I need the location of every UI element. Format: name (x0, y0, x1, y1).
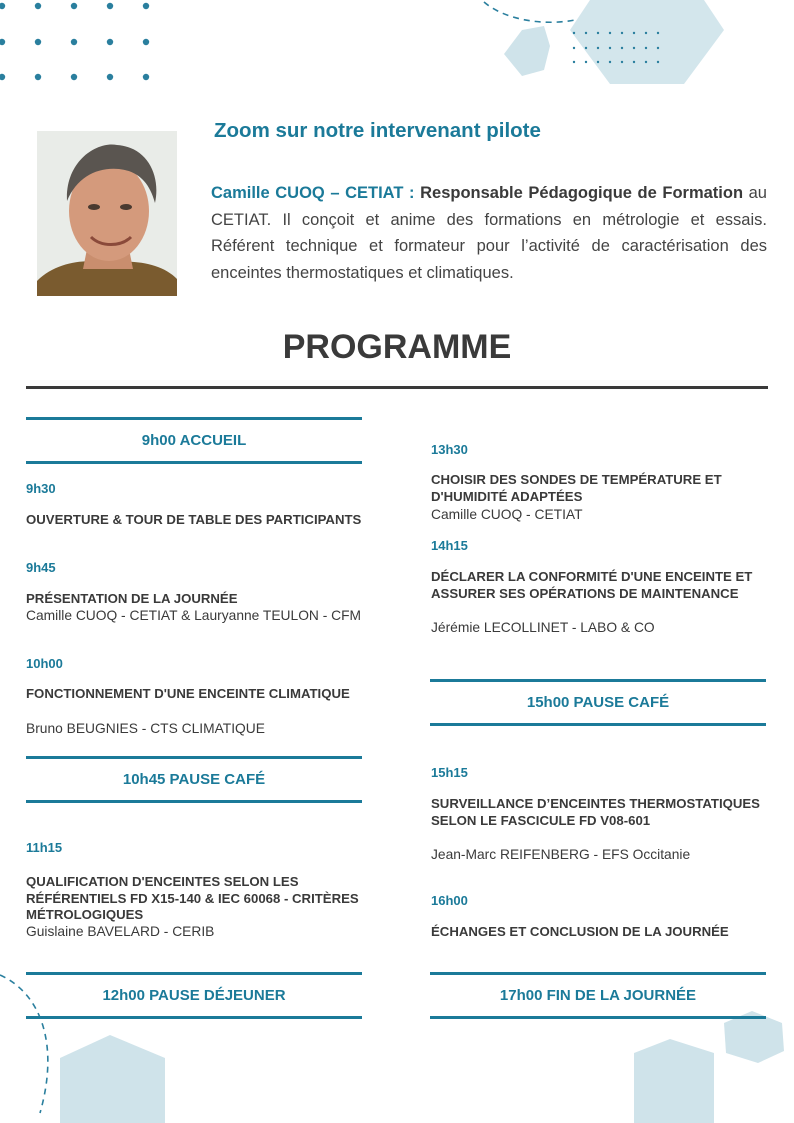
speaker-bio (211, 180, 767, 286)
speaker-portrait (37, 131, 177, 296)
session-title: CHOISIR DES SONDES DE TEMPÉRATURE ET D'HUMIDITÉ ADAPTÉES (431, 472, 722, 504)
session-title: PRÉSENTATION DE LA JOURNÉE (26, 591, 238, 606)
pause-band: 10h45 PAUSE CAFÉ (26, 756, 362, 803)
session-title: OUVERTURE & TOUR DE TABLE DES PARTICIPANTS (26, 512, 362, 527)
speaker-name: Camille CUOQ – CETIAT : (211, 184, 415, 202)
session-time: 15h15 (431, 765, 468, 780)
session-time: 9h30 (26, 481, 56, 496)
session-title: FONCTIONNEMENT D'UNE ENCEINTE CLIMATIQUE (26, 686, 350, 701)
session-time: 9h45 (26, 560, 56, 575)
session-title: SURVEILLANCE D’ENCEINTES THERMOSTATIQUES SELON LE FASCICULE FD V08-601 (431, 796, 760, 828)
session-time: 14h15 (431, 538, 468, 553)
zoom-heading: Zoom sur notre intervenant pilote (214, 119, 541, 142)
session-speaker: Bruno BEUGNIES - CTS CLIMATIQUE (26, 721, 265, 736)
session-time: 13h30 (431, 442, 468, 457)
session-time: 11h15 (26, 840, 63, 855)
accueil-band: 9h00 ACCUEIL (26, 417, 362, 464)
session-speaker: Jérémie LECOLLINET - LABO & CO (431, 620, 655, 635)
session-speaker: Camille CUOQ - CETIAT & Lauryanne TEULON - CFM (26, 608, 362, 623)
session-speaker: Jean-Marc REIFENBERG - EFS Occitanie (431, 847, 691, 862)
session-title: ÉCHANGES ET CONCLUSION DE LA JOURNÉE (431, 924, 729, 939)
session-time: 16h00 (431, 893, 468, 908)
session-title: QUALIFICATION D'ENCEINTES SELON LES RÉFÉRENTIELS FD X15-140 & IEC 60068 - CRITÈRES MÉTROLOGIQUES (26, 874, 359, 922)
hexagon-decoration-top-right (474, 0, 794, 90)
dots-pattern-top-left (0, 0, 170, 90)
session-time: 10h00 (26, 656, 63, 671)
end-band: 17h00 FIN DE LA JOURNÉE (430, 972, 766, 1019)
hexagon-decoration-bottom-right (614, 1003, 794, 1123)
divider (26, 386, 768, 389)
lunch-band: 12h00 PAUSE DÉJEUNER (26, 972, 362, 1019)
speaker-role: Responsable Pédagogique de Formation (420, 184, 744, 202)
speaker-bio-text: au CETIAT. Il conçoit et anime des formations en métrologie et essais. Référent technique et formateur pour l’activité de caractérisation des enceintes thermostatiques et climatiques. (211, 184, 767, 282)
session-speaker: Guislaine BAVELARD - CERIB (26, 924, 215, 939)
session-speaker: Camille CUOQ - CETIAT (431, 507, 583, 522)
programme-title: PROGRAMME (282, 328, 512, 366)
session-title: DÉCLARER LA CONFORMITÉ D'UNE ENCEINTE ET ASSURER SES OPÉRATIONS DE MAINTENANCE (431, 569, 753, 601)
pause-band: 15h00 PAUSE CAFÉ (430, 679, 766, 726)
